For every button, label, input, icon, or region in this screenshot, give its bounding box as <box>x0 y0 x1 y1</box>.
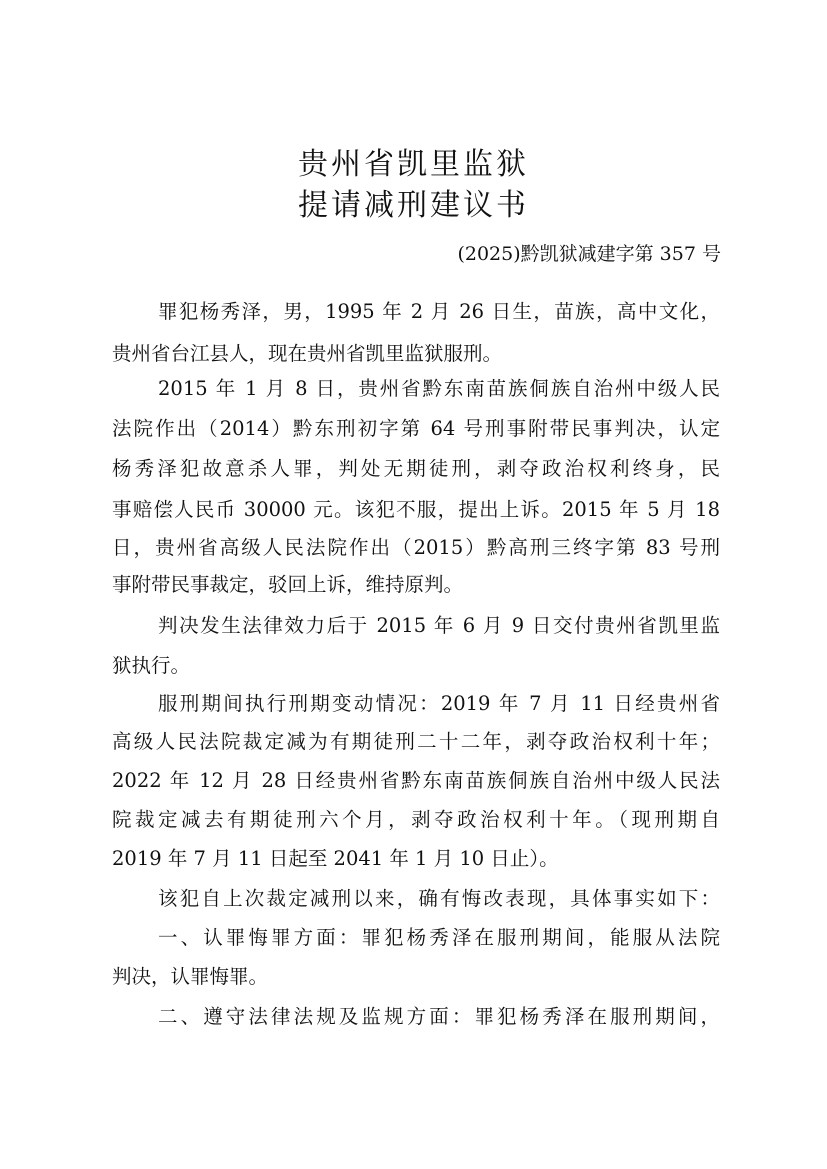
body-line: 2022 年 12 月 28 日经贵州省黔东南苗族侗族自治州中级人民法 <box>112 769 720 792</box>
body-line: 罪犯杨秀泽，男，1995 年 2 月 26 日生，苗族，高中文化， <box>158 300 720 323</box>
body-line: 狱执行。 <box>112 654 191 677</box>
body-line: 法院作出（2014）黔东刑初字第 64 号刑事附带民事判决，认定 <box>112 417 720 440</box>
body-line: 判决发生法律效力后于 2015 年 6 月 9 日交付贵州省凯里监 <box>158 614 720 637</box>
body-line: 2019 年 7 月 11 日起至 2041 年 1 月 10 日止）。 <box>112 847 559 870</box>
document-number: (2025)黔凯狱减建字第 357 号 <box>457 243 721 265</box>
body-line: 该犯自上次裁定减刑以来，确有悔改表现，具体事实如下： <box>158 887 720 910</box>
document-title-institution: 贵州省凯里监狱 <box>298 147 529 182</box>
body-line: 事附带民事裁定，驳回上诉，维持原判。 <box>112 573 464 596</box>
body-line: 事赔偿人民币 30000 元。该犯不服，提出上诉。2015 年 5 月 18 <box>112 498 720 521</box>
body-line: 杨秀泽犯故意杀人罪，判处无期徒刑，剥夺政治权利终身，民 <box>112 457 720 480</box>
body-line: 判决，认罪悔罪。 <box>112 965 269 988</box>
body-line: 院裁定减去有期徒刑六个月，剥夺政治权利十年。（现刑期自 <box>112 808 720 831</box>
body-line: 服刑期间执行刑期变动情况：2019 年 7 月 11 日经贵州省 <box>158 692 720 715</box>
body-line: 高级人民法院裁定减为有期徒刑二十二年，剥夺政治权利十年； <box>112 730 720 753</box>
body-line: 贵州省台江县人，现在贵州省凯里监狱服刑。 <box>112 342 503 365</box>
body-line: 2015 年 1 月 8 日，贵州省黔东南苗族侗族自治州中级人民 <box>158 377 720 400</box>
body-line: 二、遵守法律法规及监规方面：罪犯杨秀泽在服刑期间， <box>158 1005 720 1028</box>
body-line: 一、认罪悔罪方面：罪犯杨秀泽在服刑期间，能服从法院 <box>158 926 720 949</box>
document-title-type: 提请减刑建议书 <box>298 188 529 223</box>
body-line: 日，贵州省高级人民法院作出（2015）黔高刑三终字第 83 号刑 <box>112 536 720 559</box>
